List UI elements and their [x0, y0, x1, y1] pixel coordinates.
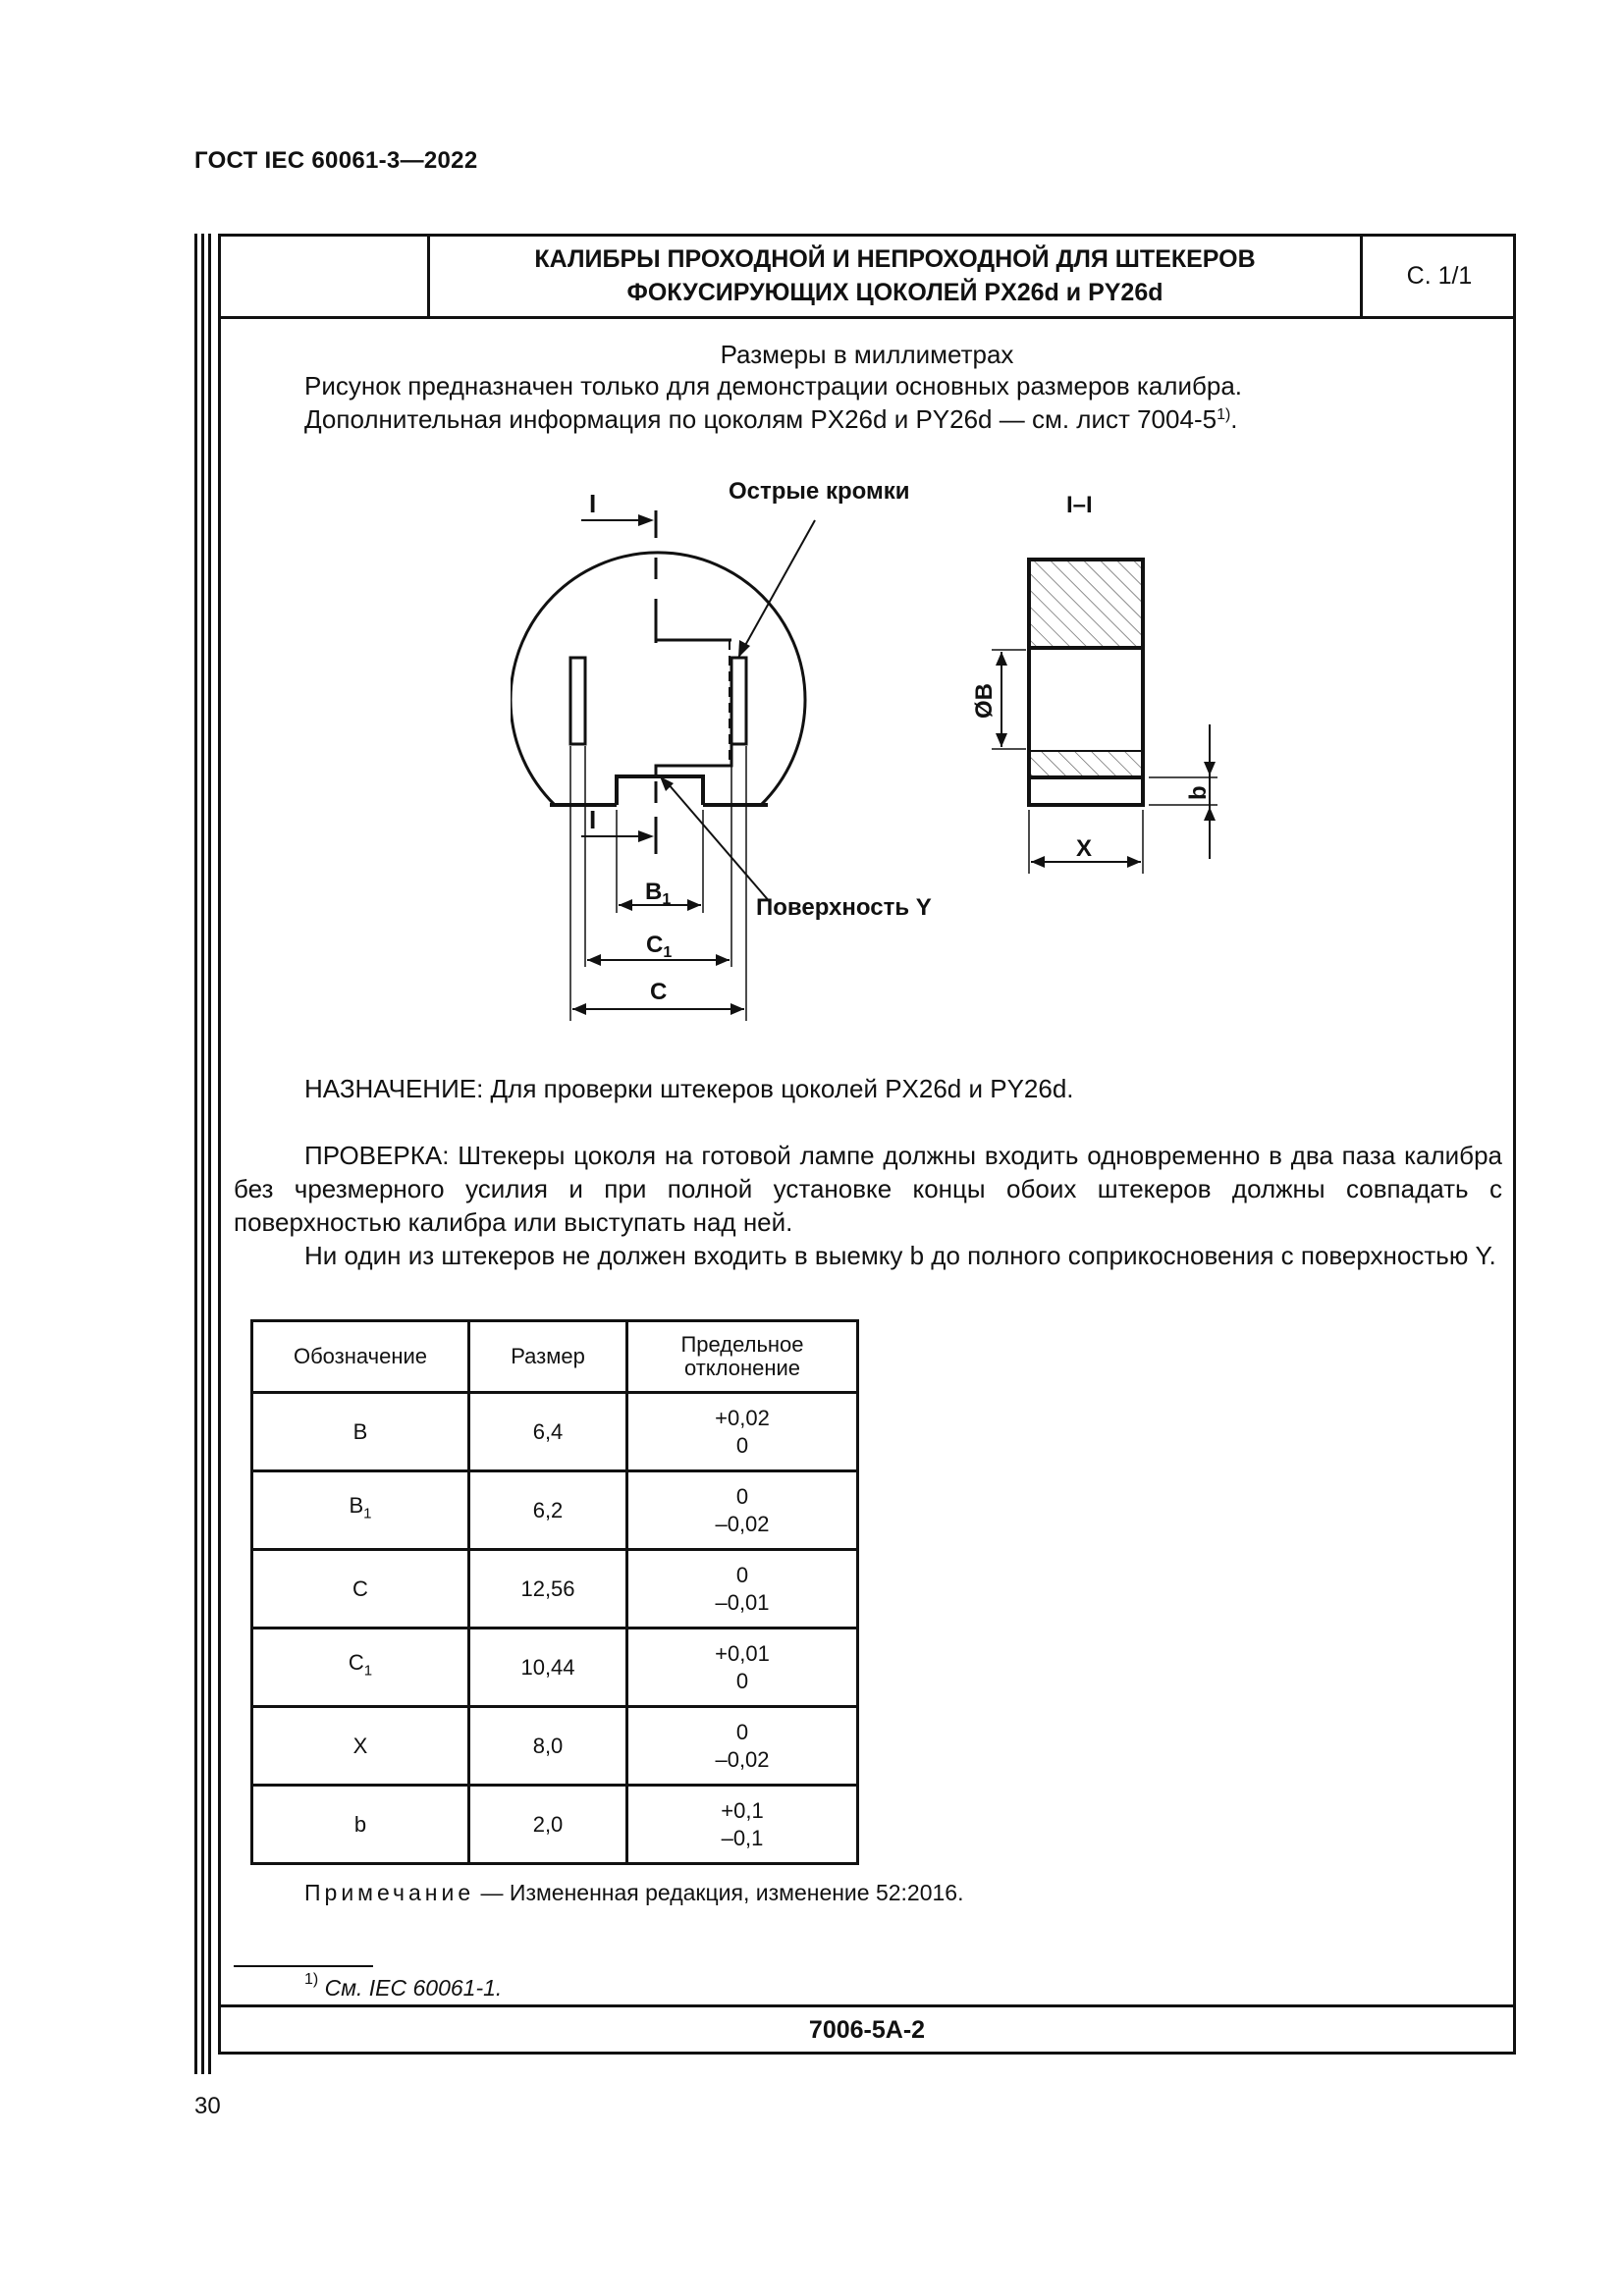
dimensions-table	[250, 1319, 859, 1865]
dim-x-label: X	[1076, 835, 1093, 862]
intro-line-2	[304, 402, 1238, 436]
cell-size: 6,4	[469, 1393, 627, 1471]
header-empty-cell	[218, 234, 430, 318]
sheet-number: С. 1/1	[1406, 261, 1473, 290]
tolerance-lower: –0,1	[721, 1825, 764, 1850]
table-row	[252, 1629, 858, 1707]
designation-symbol: C	[348, 1650, 364, 1676]
table-row	[252, 1550, 858, 1629]
footnote-mark: 1)	[304, 1971, 319, 1988]
cell-designation	[252, 1707, 469, 1786]
tolerance-lower: 0	[735, 1432, 749, 1458]
footer-divider	[218, 2004, 1516, 2007]
footnote	[304, 1971, 503, 2002]
footnote-ref: 1)	[1217, 406, 1231, 423]
designation-symbol: B	[352, 1418, 368, 1444]
sheet-code: 7006-5A-2	[808, 2015, 926, 2044]
footnote-rule	[234, 1965, 373, 1967]
cell-tolerance	[627, 1786, 858, 1864]
section-mark-top: I	[589, 489, 597, 518]
section-view-label: I–I	[1066, 492, 1093, 518]
dim-c-label: C	[650, 979, 668, 1005]
tolerance-lower: 0	[735, 1668, 749, 1693]
cell-tolerance	[627, 1707, 858, 1786]
header-tolerance-line-2: отклонение	[683, 1356, 801, 1380]
designation-subscript: 1	[363, 1505, 372, 1522]
tolerance-upper: +0,02	[715, 1405, 770, 1430]
note-label: Примечание	[304, 1880, 475, 1905]
sharp-edges-label: Острые кромки	[729, 478, 910, 505]
dim-c1-sub: 1	[663, 944, 673, 961]
designation-symbol: X	[352, 1733, 368, 1758]
cell-designation	[252, 1471, 469, 1550]
frame-bar	[208, 234, 211, 2074]
surface-y-label: Поверхность Y	[756, 894, 932, 921]
table-row	[252, 1786, 858, 1864]
designation-symbol: B	[349, 1493, 364, 1519]
gauge-drawing	[511, 471, 1257, 1031]
intro-line-2-end: .	[1230, 404, 1238, 434]
frame-bar	[194, 234, 197, 2074]
cell-size: 8,0	[469, 1707, 627, 1786]
header-size: Размер	[469, 1321, 627, 1393]
cell-size: 6,2	[469, 1471, 627, 1550]
cell-tolerance	[627, 1393, 858, 1471]
tolerance-lower: –0,02	[715, 1746, 770, 1772]
cell-tolerance	[627, 1629, 858, 1707]
table-row	[252, 1707, 858, 1786]
intro-line-2-text: Дополнительная информация по цоколям PX26d и PY26d — см. лист 7004-5	[304, 404, 1217, 434]
header-designation: Обозначение	[252, 1321, 469, 1393]
cell-size: 2,0	[469, 1786, 627, 1864]
cell-size: 12,56	[469, 1550, 627, 1629]
intro-line-1: Рисунок предназначен только для демонстрации основных размеров калибра.	[304, 371, 1243, 400]
check-paragraph-2: Ни один из штекеров не должен входить в выемку b до полного соприкосновения с поверхностью Y.	[304, 1241, 1496, 1270]
frame-bar	[201, 234, 204, 2074]
tolerance-upper: 0	[735, 1719, 749, 1744]
gauge-section-view	[992, 560, 1217, 874]
note-text: — Измененная редакция, изменение 52:2016.	[474, 1880, 964, 1905]
cell-designation	[252, 1393, 469, 1471]
page-number: 30	[194, 2093, 221, 2119]
cell-tolerance	[627, 1550, 858, 1629]
table-row	[252, 1393, 858, 1471]
cell-tolerance	[627, 1471, 858, 1550]
tolerance-upper: 0	[735, 1483, 749, 1509]
table-header-row	[252, 1321, 858, 1393]
designation-symbol: C	[352, 1575, 368, 1601]
header-tolerance-line-1: Предельное	[680, 1332, 804, 1357]
cell-size: 10,44	[469, 1629, 627, 1707]
dim-b1-label	[645, 879, 671, 908]
footnote-text: См. IEC 60061-1.	[324, 1975, 503, 2001]
note	[304, 1880, 964, 1906]
designation-subscript: 1	[363, 1662, 373, 1680]
dim-b1-sub: 1	[662, 891, 672, 908]
document-code: ГОСТ IEC 60061-3—2022	[194, 147, 478, 174]
title-line-1: КАЛИБРЫ ПРОХОДНОЙ И НЕПРОХОДНОЙ ДЛЯ ШТЕКЕРОВ	[534, 245, 1256, 273]
dim-c1-label	[646, 932, 672, 961]
cell-designation	[252, 1786, 469, 1864]
tolerance-lower: –0,01	[715, 1589, 770, 1615]
dim-c1-main: C	[646, 932, 664, 958]
title-line-2: ФОКУСИРУЮЩИХ ЦОКОЛЕЙ PX26d и PY26d	[626, 279, 1163, 306]
purpose-text: НАЗНАЧЕНИЕ: Для проверки штекеров цоколей PX26d и PY26d.	[304, 1074, 1074, 1103]
tolerance-upper: +0,1	[721, 1797, 764, 1823]
cell-designation	[252, 1550, 469, 1629]
cell-designation	[252, 1629, 469, 1707]
units-note: Размеры в миллиметрах	[720, 340, 1014, 369]
tolerance-lower: –0,02	[715, 1511, 770, 1536]
header-divider	[218, 316, 1516, 319]
section-mark-bottom: I	[589, 805, 597, 834]
sheet-title	[430, 234, 1363, 318]
dim-diam-b-label: ØB	[971, 683, 998, 719]
header-tolerance	[627, 1321, 858, 1393]
dim-b-label: b	[1185, 785, 1212, 800]
check-paragraph-1: ПРОВЕРКА: Штекеры цоколя на готовой лампе должны входить одновременно в два паза калибра без чрезмерного усилия и при полной установке концы обоих штекеров должны совпадать с поверхностью калибра или выступать над ней.	[234, 1141, 1502, 1237]
dim-b1-main: B	[645, 879, 663, 905]
designation-symbol: b	[353, 1811, 367, 1837]
tolerance-upper: 0	[735, 1562, 749, 1587]
table-row	[252, 1471, 858, 1550]
tolerance-upper: +0,01	[715, 1640, 770, 1666]
